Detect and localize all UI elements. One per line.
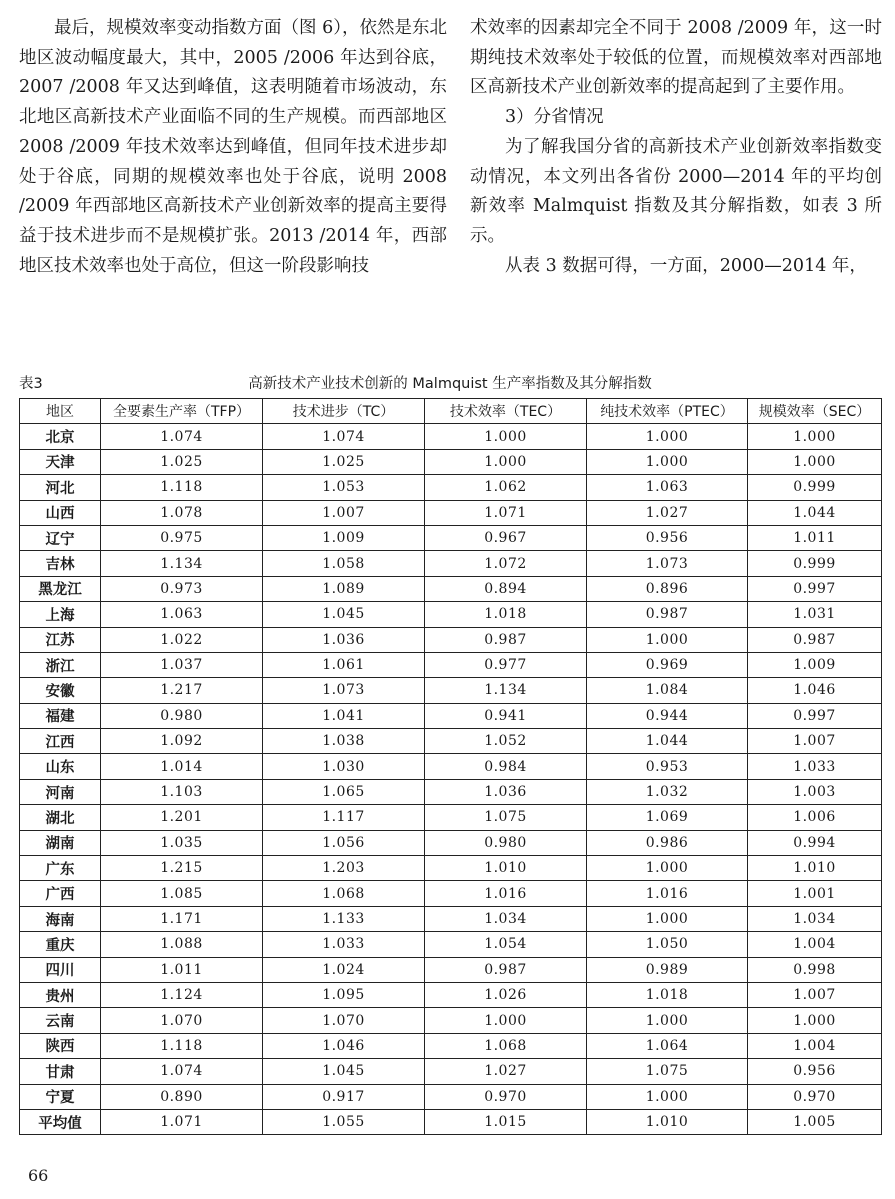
value-cell: 1.036 [425, 779, 587, 804]
value-cell: 0.941 [425, 703, 587, 728]
value-cell: 0.894 [425, 576, 587, 601]
body-paragraph: 术效率的因素却完全不同于 2008 /2009 年，这一时期纯技术效率处于较低的位置，而规模效率对西部地区高新技术产业创新效率的提高起到了主要作用。 [470, 18, 882, 98]
value-cell: 1.203 [263, 856, 425, 881]
value-cell: 1.071 [101, 1109, 263, 1134]
value-cell: 1.061 [263, 652, 425, 677]
table-row [20, 500, 882, 525]
value-cell: 1.041 [263, 703, 425, 728]
value-cell: 1.133 [263, 906, 425, 931]
column-header-sec: 规模效率（SEC） [748, 399, 882, 424]
value-cell: 1.010 [425, 856, 587, 881]
value-cell: 0.969 [587, 652, 748, 677]
page-number: 66 [28, 1166, 49, 1185]
value-cell: 1.084 [587, 678, 748, 703]
value-cell: 1.054 [425, 932, 587, 957]
value-cell: 1.009 [748, 652, 882, 677]
value-cell: 0.980 [425, 830, 587, 855]
region-cell: 重庆 [20, 932, 101, 957]
value-cell: 1.010 [748, 856, 882, 881]
table-row [20, 449, 882, 474]
region-cell: 宁夏 [20, 1084, 101, 1109]
table-row [20, 1059, 882, 1084]
region-cell: 福建 [20, 703, 101, 728]
table-row [20, 906, 882, 931]
value-cell: 1.055 [263, 1109, 425, 1134]
region-cell: 甘肃 [20, 1059, 101, 1084]
table-row [20, 576, 882, 601]
value-cell: 1.217 [101, 678, 263, 703]
region-cell: 贵州 [20, 982, 101, 1007]
value-cell: 0.998 [748, 957, 882, 982]
region-cell: 云南 [20, 1008, 101, 1033]
value-cell: 1.074 [101, 1059, 263, 1084]
value-cell: 0.980 [101, 703, 263, 728]
value-cell: 0.994 [748, 830, 882, 855]
value-cell: 1.064 [587, 1033, 748, 1058]
value-cell: 0.975 [101, 525, 263, 550]
value-cell: 0.987 [587, 602, 748, 627]
value-cell: 1.003 [748, 779, 882, 804]
value-cell: 1.000 [748, 424, 882, 449]
table-body [20, 424, 882, 1135]
value-cell: 0.917 [263, 1084, 425, 1109]
value-cell: 1.045 [263, 1059, 425, 1084]
value-cell: 1.007 [748, 982, 882, 1007]
table-row [20, 1033, 882, 1058]
value-cell: 1.030 [263, 754, 425, 779]
value-cell: 1.027 [425, 1059, 587, 1084]
value-cell: 1.007 [748, 729, 882, 754]
table-row [20, 525, 882, 550]
region-cell: 山东 [20, 754, 101, 779]
value-cell: 1.000 [587, 1084, 748, 1109]
table-label: 表3 [19, 376, 43, 392]
left-column [19, 14, 447, 281]
column-header-tfp: 全要素生产率（TFP） [101, 399, 263, 424]
value-cell: 1.118 [101, 475, 263, 500]
value-cell: 1.063 [587, 475, 748, 500]
value-cell: 1.010 [587, 1109, 748, 1134]
right-column [470, 14, 882, 281]
table-row [20, 551, 882, 576]
value-cell: 0.999 [748, 551, 882, 576]
value-cell: 1.063 [101, 602, 263, 627]
value-cell: 1.088 [101, 932, 263, 957]
value-cell: 1.095 [263, 982, 425, 1007]
table-header-row [20, 399, 882, 424]
value-cell: 0.986 [587, 830, 748, 855]
table-row [20, 678, 882, 703]
value-cell: 1.000 [748, 1008, 882, 1033]
region-cell: 山西 [20, 500, 101, 525]
value-cell: 1.000 [587, 1008, 748, 1033]
table-row [20, 830, 882, 855]
value-cell: 1.045 [263, 602, 425, 627]
region-cell: 安徽 [20, 678, 101, 703]
value-cell: 1.011 [101, 957, 263, 982]
table-row [20, 982, 882, 1007]
value-cell: 1.016 [425, 881, 587, 906]
region-cell: 辽宁 [20, 525, 101, 550]
value-cell: 1.053 [263, 475, 425, 500]
value-cell: 1.215 [101, 856, 263, 881]
value-cell: 1.000 [425, 449, 587, 474]
table-row [20, 881, 882, 906]
value-cell: 1.074 [101, 424, 263, 449]
value-cell: 0.987 [748, 627, 882, 652]
value-cell: 0.987 [425, 957, 587, 982]
value-cell: 0.956 [748, 1059, 882, 1084]
value-cell: 0.953 [587, 754, 748, 779]
value-cell: 1.000 [587, 627, 748, 652]
value-cell: 1.044 [748, 500, 882, 525]
region-cell: 北京 [20, 424, 101, 449]
region-cell: 陕西 [20, 1033, 101, 1058]
value-cell: 0.977 [425, 652, 587, 677]
value-cell: 1.034 [425, 906, 587, 931]
value-cell: 0.970 [748, 1084, 882, 1109]
value-cell: 1.005 [748, 1109, 882, 1134]
value-cell: 1.050 [587, 932, 748, 957]
value-cell: 1.124 [101, 982, 263, 1007]
value-cell: 1.025 [101, 449, 263, 474]
value-cell: 0.944 [587, 703, 748, 728]
region-cell: 海南 [20, 906, 101, 931]
region-cell: 天津 [20, 449, 101, 474]
value-cell: 1.068 [263, 881, 425, 906]
value-cell: 1.117 [263, 805, 425, 830]
table-row [20, 475, 882, 500]
value-cell: 1.015 [425, 1109, 587, 1134]
table-row [20, 652, 882, 677]
value-cell: 1.075 [587, 1059, 748, 1084]
value-cell: 1.000 [425, 424, 587, 449]
table-row [20, 602, 882, 627]
value-cell: 1.000 [587, 906, 748, 931]
value-cell: 1.011 [748, 525, 882, 550]
region-cell: 四川 [20, 957, 101, 982]
value-cell: 1.046 [263, 1033, 425, 1058]
value-cell: 1.171 [101, 906, 263, 931]
region-cell: 湖北 [20, 805, 101, 830]
value-cell: 1.201 [101, 805, 263, 830]
table-row [20, 805, 882, 830]
table-title: 高新技术产业技术创新的 Malmquist 生产率指数及其分解指数 [248, 376, 652, 392]
value-cell: 0.956 [587, 525, 748, 550]
value-cell: 1.052 [425, 729, 587, 754]
value-cell: 1.118 [101, 1033, 263, 1058]
value-cell: 1.027 [587, 500, 748, 525]
value-cell: 1.062 [425, 475, 587, 500]
value-cell: 1.073 [587, 551, 748, 576]
value-cell: 1.001 [748, 881, 882, 906]
value-cell: 1.026 [425, 982, 587, 1007]
column-header-tec: 技术效率（TEC） [425, 399, 587, 424]
table-row [20, 1084, 882, 1109]
table-row [20, 754, 882, 779]
table-row [20, 856, 882, 881]
value-cell: 1.036 [263, 627, 425, 652]
value-cell: 1.004 [748, 1033, 882, 1058]
value-cell: 0.997 [748, 576, 882, 601]
value-cell: 1.044 [587, 729, 748, 754]
table-caption [19, 372, 881, 394]
column-header-ptec: 纯技术效率（PTEC） [587, 399, 748, 424]
value-cell: 1.038 [263, 729, 425, 754]
value-cell: 1.046 [748, 678, 882, 703]
value-cell: 0.973 [101, 576, 263, 601]
region-cell: 黑龙江 [20, 576, 101, 601]
region-cell: 浙江 [20, 652, 101, 677]
value-cell: 1.018 [425, 602, 587, 627]
value-cell: 1.033 [263, 932, 425, 957]
value-cell: 0.967 [425, 525, 587, 550]
value-cell: 1.018 [587, 982, 748, 1007]
region-cell: 广西 [20, 881, 101, 906]
value-cell: 1.024 [263, 957, 425, 982]
region-cell: 河北 [20, 475, 101, 500]
value-cell: 1.035 [101, 830, 263, 855]
table-row [20, 1008, 882, 1033]
body-paragraph: 最后，规模效率变动指数方面（图 6），依然是东北地区波动幅度最大，其中，2005 /2006 年达到谷底，2007 /2008 年又达到峰值，这表明随着市场波动，东北地区高新技术产业面临不同的生产规模。而西部地区 2008 /2009 年技术效率达到峰值，但同年技术进步却处于谷底，同期的规模效率也处于谷底，说明 2008 /2009 年西部地区高新技术产业创新效率的提高主要得益于技术进步而不是规模扩张。2013 /2014 年，西部地区技术效率也处于高位，但这一阶段影响技 [19, 18, 447, 276]
region-cell: 江苏 [20, 627, 101, 652]
value-cell: 0.999 [748, 475, 882, 500]
region-cell: 湖南 [20, 830, 101, 855]
value-cell: 1.014 [101, 754, 263, 779]
value-cell: 1.103 [101, 779, 263, 804]
column-header-region: 地区 [20, 399, 101, 424]
body-paragraph: 从表 3 数据可得，一方面，2000—2014 年， [505, 255, 867, 276]
value-cell: 0.890 [101, 1084, 263, 1109]
value-cell: 0.997 [748, 703, 882, 728]
value-cell: 1.000 [587, 449, 748, 474]
value-cell: 1.006 [748, 805, 882, 830]
value-cell: 1.070 [263, 1008, 425, 1033]
table-row [20, 957, 882, 982]
value-cell: 1.065 [263, 779, 425, 804]
table-row [20, 627, 882, 652]
value-cell: 0.896 [587, 576, 748, 601]
value-cell: 1.073 [263, 678, 425, 703]
value-cell: 1.070 [101, 1008, 263, 1033]
value-cell: 1.058 [263, 551, 425, 576]
value-cell: 0.970 [425, 1084, 587, 1109]
value-cell: 1.072 [425, 551, 587, 576]
value-cell: 1.092 [101, 729, 263, 754]
section-subheading: 3）分省情况 [505, 107, 604, 128]
table-row [20, 424, 882, 449]
value-cell: 1.033 [748, 754, 882, 779]
value-cell: 0.989 [587, 957, 748, 982]
value-cell: 1.074 [263, 424, 425, 449]
value-cell: 1.078 [101, 500, 263, 525]
value-cell: 1.089 [263, 576, 425, 601]
value-cell: 1.000 [425, 1008, 587, 1033]
value-cell: 1.056 [263, 830, 425, 855]
value-cell: 0.987 [425, 627, 587, 652]
body-paragraph: 为了解我国分省的高新技术产业创新效率指数变动情况，本文列出各省份 2000—2014 年的平均创新效率 Malmquist 指数及其分解指数，如表 3 所示。 [470, 136, 882, 246]
value-cell: 1.000 [587, 856, 748, 881]
value-cell: 0.984 [425, 754, 587, 779]
value-cell: 1.032 [587, 779, 748, 804]
table-row [20, 932, 882, 957]
region-cell: 平均值 [20, 1109, 101, 1134]
region-cell: 吉林 [20, 551, 101, 576]
value-cell: 1.037 [101, 652, 263, 677]
value-cell: 1.085 [101, 881, 263, 906]
value-cell: 1.004 [748, 932, 882, 957]
value-cell: 1.000 [748, 449, 882, 474]
table-row [20, 729, 882, 754]
value-cell: 1.009 [263, 525, 425, 550]
region-cell: 河南 [20, 779, 101, 804]
value-cell: 1.000 [587, 424, 748, 449]
region-cell: 广东 [20, 856, 101, 881]
value-cell: 1.025 [263, 449, 425, 474]
region-cell: 上海 [20, 602, 101, 627]
value-cell: 1.134 [425, 678, 587, 703]
region-cell: 江西 [20, 729, 101, 754]
table-row [20, 779, 882, 804]
value-cell: 1.068 [425, 1033, 587, 1058]
value-cell: 1.022 [101, 627, 263, 652]
value-cell: 1.034 [748, 906, 882, 931]
value-cell: 1.075 [425, 805, 587, 830]
value-cell: 1.016 [587, 881, 748, 906]
value-cell: 1.134 [101, 551, 263, 576]
table-row [20, 1109, 882, 1134]
value-cell: 1.071 [425, 500, 587, 525]
malmquist-table [19, 398, 882, 1135]
value-cell: 1.031 [748, 602, 882, 627]
column-header-tc: 技术进步（TC） [263, 399, 425, 424]
value-cell: 1.069 [587, 805, 748, 830]
value-cell: 1.007 [263, 500, 425, 525]
table-row [20, 703, 882, 728]
